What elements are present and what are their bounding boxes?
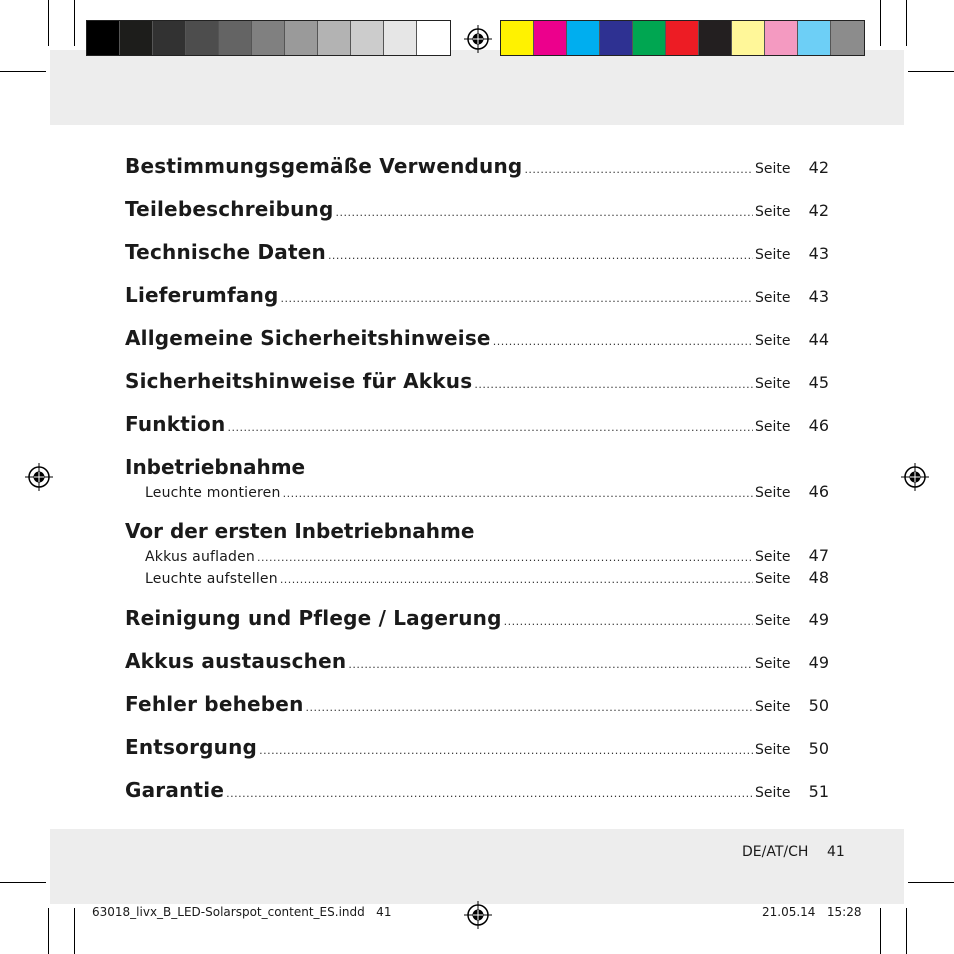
toc-entry-title: Bestimmungsgemäße Verwendung bbox=[125, 154, 523, 178]
toc-dot-leader bbox=[259, 744, 753, 757]
toc-entry[interactable] bbox=[125, 778, 829, 802]
toc-seite-label: Seite bbox=[755, 785, 791, 801]
toc-page-number: 42 bbox=[808, 201, 829, 220]
crop-mark bbox=[48, 908, 49, 954]
print-slug-filename: 63018_livx_B_LED-Solarspot_content_ES.indd 41 bbox=[92, 905, 392, 919]
color-swatch bbox=[501, 21, 534, 55]
toc-dot-leader bbox=[524, 163, 753, 176]
color-swatch bbox=[567, 21, 600, 55]
color-swatch bbox=[318, 21, 351, 55]
toc-seite-label: Seite bbox=[755, 549, 791, 565]
toc-entry[interactable] bbox=[125, 326, 829, 350]
toc-entry[interactable] bbox=[125, 649, 829, 673]
registration-mark-icon bbox=[463, 900, 493, 930]
toc-seite-label: Seite bbox=[755, 333, 791, 349]
color-swatch bbox=[351, 21, 384, 55]
color-swatch bbox=[666, 21, 699, 55]
toc-page-number: 42 bbox=[808, 158, 829, 177]
toc-page-number: 45 bbox=[808, 373, 829, 392]
toc-page-number: 43 bbox=[808, 287, 829, 306]
registration-mark-icon bbox=[900, 462, 930, 492]
toc-entry[interactable] bbox=[125, 240, 829, 264]
toc-seite-label: Seite bbox=[755, 656, 791, 672]
toc-seite-label: Seite bbox=[755, 742, 791, 758]
color-swatch bbox=[384, 21, 417, 55]
toc-entry-title: Sicherheitshinweise für Akkus bbox=[125, 369, 473, 393]
toc-subentry-title: Akkus aufladen bbox=[145, 549, 256, 565]
crop-mark bbox=[906, 908, 907, 954]
toc-entry[interactable] bbox=[125, 283, 829, 307]
toc-dot-leader bbox=[281, 292, 753, 305]
color-swatch bbox=[798, 21, 831, 55]
crop-mark bbox=[74, 908, 75, 954]
toc-dot-leader bbox=[306, 701, 753, 714]
color-swatch bbox=[219, 21, 252, 55]
crop-mark bbox=[880, 908, 881, 954]
color-swatch bbox=[186, 21, 219, 55]
toc-seite-label: Seite bbox=[755, 571, 791, 587]
toc-seite-label: Seite bbox=[755, 290, 791, 306]
process-color-bar bbox=[500, 20, 865, 56]
crop-mark bbox=[880, 0, 881, 46]
color-swatch bbox=[600, 21, 633, 55]
toc-dot-leader bbox=[227, 421, 753, 434]
color-swatch bbox=[633, 21, 666, 55]
footer-band bbox=[50, 829, 904, 904]
toc-seite-label: Seite bbox=[755, 485, 791, 501]
toc-dot-leader bbox=[474, 378, 753, 391]
toc-seite-label: Seite bbox=[755, 376, 791, 392]
toc-entry-title: Funktion bbox=[125, 412, 226, 436]
toc-page-number: 50 bbox=[808, 696, 829, 715]
toc-page-number: 44 bbox=[808, 330, 829, 349]
crop-mark bbox=[74, 0, 75, 46]
toc-entry[interactable] bbox=[125, 197, 829, 221]
toc-entry[interactable] bbox=[125, 369, 829, 393]
header-band bbox=[50, 50, 904, 125]
toc-dot-leader bbox=[280, 573, 753, 586]
toc-entry[interactable] bbox=[125, 154, 829, 178]
toc-entry-title: Fehler beheben bbox=[125, 692, 304, 716]
color-swatch bbox=[699, 21, 732, 55]
toc-page-number: 46 bbox=[808, 416, 829, 435]
toc-dot-leader bbox=[328, 249, 753, 262]
toc-page-number: 49 bbox=[808, 610, 829, 629]
toc-entry-title: Garantie bbox=[125, 778, 225, 802]
toc-entry-title: Teilebeschreibung bbox=[125, 197, 334, 221]
color-swatch bbox=[87, 21, 120, 55]
toc-entry[interactable] bbox=[125, 735, 829, 759]
color-swatch bbox=[252, 21, 285, 55]
color-swatch bbox=[732, 21, 765, 55]
footer-page-number: 41 bbox=[827, 844, 845, 860]
toc-subentry[interactable] bbox=[145, 482, 829, 501]
toc-entry-title: Entsorgung bbox=[125, 735, 258, 759]
toc-subentry-title: Leuchte aufstellen bbox=[145, 571, 278, 587]
color-swatch bbox=[765, 21, 798, 55]
color-swatch bbox=[120, 21, 153, 55]
toc-page-number: 50 bbox=[808, 739, 829, 758]
grayscale-color-bar bbox=[86, 20, 451, 56]
registration-mark-icon bbox=[24, 462, 54, 492]
toc-dot-leader bbox=[283, 487, 753, 500]
toc-entry-title: Akkus austauschen bbox=[125, 649, 347, 673]
toc-entry[interactable] bbox=[125, 692, 829, 716]
print-slug-datetime: 21.05.14 15:28 bbox=[762, 905, 862, 919]
toc-page-number: 43 bbox=[808, 244, 829, 263]
toc-seite-label: Seite bbox=[755, 247, 791, 263]
toc-dot-leader bbox=[226, 787, 753, 800]
toc-seite-label: Seite bbox=[755, 204, 791, 220]
toc-seite-label: Seite bbox=[755, 613, 791, 629]
footer-language-codes: DE/AT/CH bbox=[742, 844, 809, 860]
toc-page-number: 46 bbox=[808, 482, 829, 501]
toc-page-number: 49 bbox=[808, 653, 829, 672]
toc-section-heading[interactable]: Vor der ersten Inbetriebnahme bbox=[125, 519, 475, 543]
registration-mark-icon bbox=[463, 24, 493, 54]
color-swatch bbox=[417, 21, 450, 55]
toc-seite-label: Seite bbox=[755, 699, 791, 715]
toc-page-number: 47 bbox=[808, 546, 829, 565]
toc-entry-title: Technische Daten bbox=[125, 240, 326, 264]
crop-mark bbox=[0, 882, 46, 883]
crop-mark bbox=[908, 882, 954, 883]
toc-seite-label: Seite bbox=[755, 419, 791, 435]
toc-page-number: 48 bbox=[808, 568, 829, 587]
toc-subentry-title: Leuchte montieren bbox=[145, 485, 281, 501]
toc-dot-leader bbox=[257, 551, 753, 564]
crop-mark bbox=[906, 0, 907, 46]
toc-subentry[interactable] bbox=[145, 546, 829, 565]
toc-subentry[interactable] bbox=[145, 568, 829, 587]
toc-page-number: 51 bbox=[808, 782, 829, 801]
toc-section-heading[interactable]: Inbetriebnahme bbox=[125, 455, 306, 479]
crop-mark bbox=[48, 0, 49, 46]
color-swatch bbox=[534, 21, 567, 55]
toc-entry[interactable] bbox=[125, 412, 829, 436]
toc-dot-leader bbox=[504, 615, 753, 628]
toc-dot-leader bbox=[348, 658, 753, 671]
crop-mark bbox=[908, 71, 954, 72]
crop-mark bbox=[0, 71, 46, 72]
toc-dot-leader bbox=[336, 206, 754, 219]
toc-seite-label: Seite bbox=[755, 161, 791, 177]
toc-entry-title: Reinigung und Pflege / Lagerung bbox=[125, 606, 502, 630]
color-swatch bbox=[831, 21, 864, 55]
toc-entry-title: Lieferumfang bbox=[125, 283, 279, 307]
toc-dot-leader bbox=[493, 335, 753, 348]
toc-entry[interactable] bbox=[125, 606, 829, 630]
color-swatch bbox=[285, 21, 318, 55]
color-swatch bbox=[153, 21, 186, 55]
toc-entry-title: Allgemeine Sicherheitshinweise bbox=[125, 326, 491, 350]
